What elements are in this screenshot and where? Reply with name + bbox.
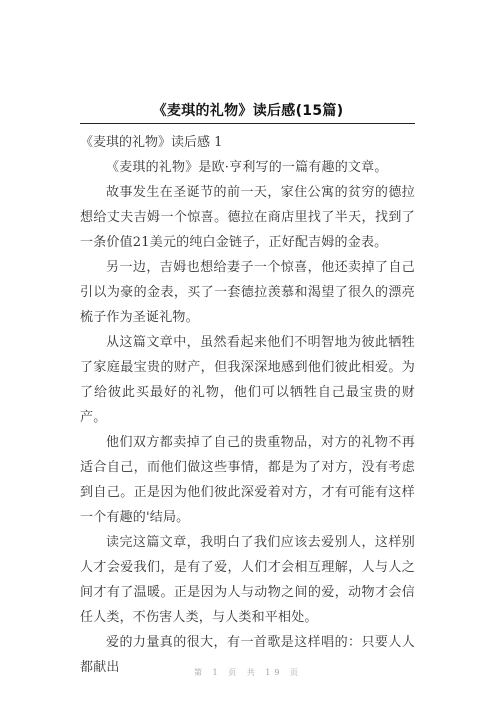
section-heading: 《麦琪的礼物》读后感 1	[80, 135, 223, 150]
paragraph-4: 从这篇文章中，虽然看起来他们不明智地为彼此牺牲了家庭最宝贵的财产，但我深深地感到他们彼此相爱。为了给彼此买最好的礼物，他们可以牺牲自己最宝贵的财产。	[80, 335, 415, 425]
document-body	[80, 130, 415, 680]
page-number-footer: 第 1 页 共 19 页	[194, 668, 302, 677]
paragraph-6: 读完这篇文章，我明白了我们应该去爱别人，这样别人才会爱我们，是有了爱，人们才会相互理解，人与人之间才有了温暖。正是因为人与动物之间的爱，动物才会信任人类，不伤害人类，与人类和平相处。	[80, 535, 415, 625]
paragraph-2: 故事发生在圣诞节的前一天，家住公寓的贫穷的德拉想给丈夫吉姆一个惊喜。德拉在商店里找了半天，找到了一条价值21美元的纯白金链子，正好配吉姆的金表。	[80, 185, 415, 250]
title-divider	[80, 123, 415, 124]
paragraph-7: 爱的力量真的很大，有一首歌是这样唱的：只要人人都献出	[80, 635, 415, 675]
document-title: 《麦琪的礼物》读后感(15篇)	[152, 103, 344, 119]
paragraph-5: 他们双方都卖掉了自己的贵重物品，对方的礼物不再适合自己，而他们做这些事情，都是为了对方，没有考虑到自己。正是因为他们彼此深爱着对方，才有可能有这样一个有趣的'结局。	[80, 435, 415, 525]
paragraph-1: 《麦琪的礼物》是欧·亨利写的一篇有趣的文章。	[106, 160, 388, 175]
paragraph-3: 另一边，吉姆也想给妻子一个惊喜，他还卖掉了自己引以为豪的金表，买了一套德拉羡慕和渴望了很久的漂亮梳子作为圣诞礼物。	[80, 260, 415, 325]
